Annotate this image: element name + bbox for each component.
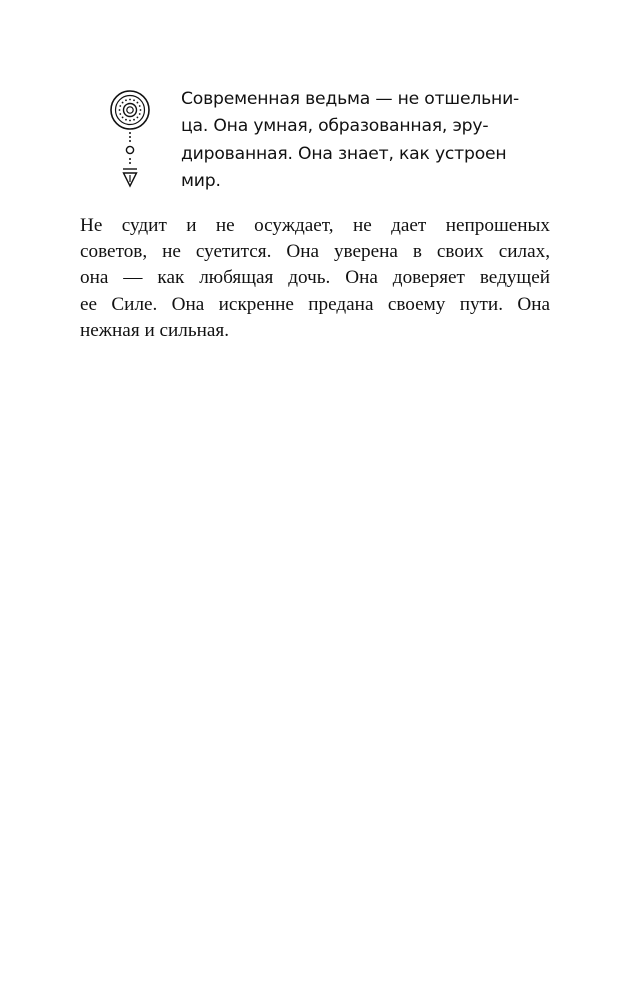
paragraph-line: Не судит и не осуждает, не дает непрошеных — [80, 215, 550, 236]
callout-line: дированная. Она знает, как устроен — [181, 143, 507, 164]
moon-circle-pendant-icon — [108, 88, 152, 190]
callout-line: мир. — [181, 171, 221, 192]
paragraph-line: советов, не суетится. Она уверена в своих силах, — [80, 241, 550, 263]
paragraph-line: ее Силе. Она искренне предана своему пути. Она — [80, 293, 550, 315]
callout-text — [181, 86, 520, 196]
paragraph-line: нежная и сильная. — [80, 319, 230, 341]
callout-line: Современная ведьма — не отшельни- — [181, 89, 520, 109]
body-paragraph — [80, 213, 550, 344]
callout-line: ца. Она умная, образованная, эру- — [181, 116, 489, 137]
paragraph-line: она — как любящая дочь. Она доверяет ведущей — [80, 267, 550, 289]
